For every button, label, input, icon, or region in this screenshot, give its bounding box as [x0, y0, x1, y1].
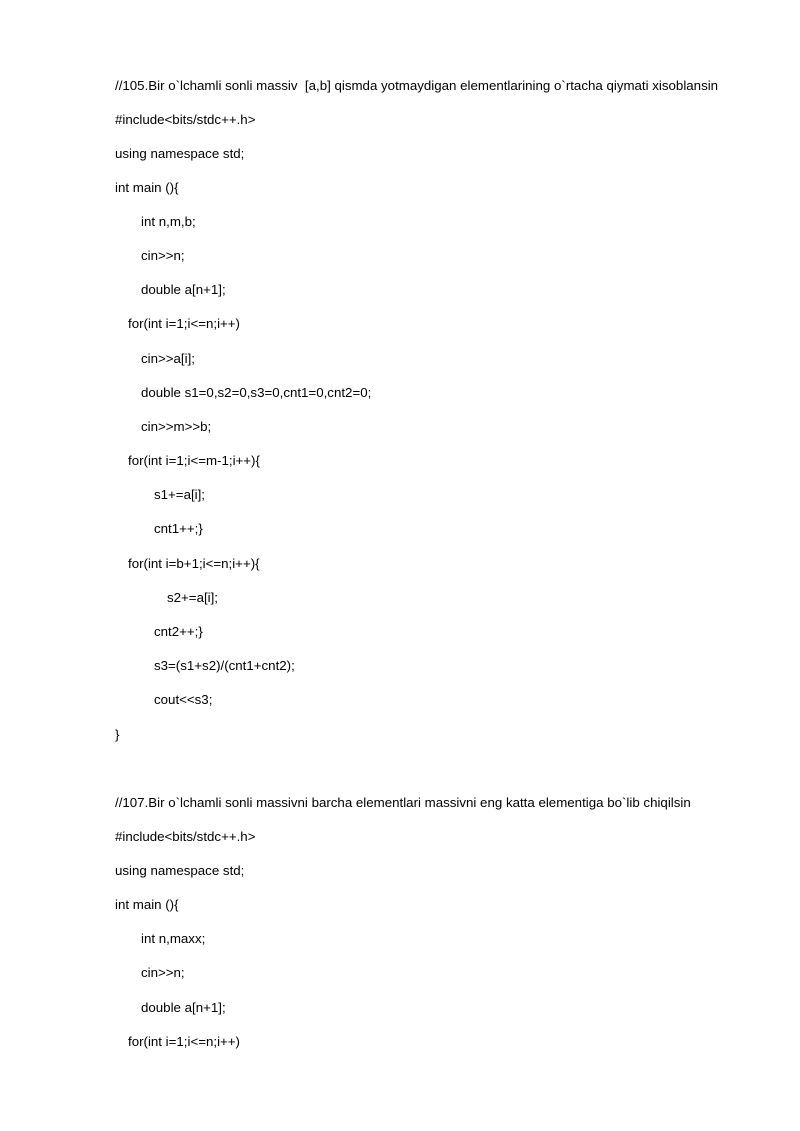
- code-line: cout<<s3;: [154, 692, 213, 707]
- code-line: int main (){: [115, 180, 179, 195]
- code-comment-107: //107.Bir o`lchamli sonli massivni barcha elementlari massivni eng katta elementiga bo`lib chiqilsin: [115, 795, 691, 810]
- code-line: double s1=0,s2=0,s3=0,cnt1=0,cnt2=0;: [141, 385, 372, 400]
- code-line: int n,maxx;: [141, 931, 206, 946]
- code-line: cin>>n;: [141, 965, 185, 980]
- code-line: using namespace std;: [115, 146, 245, 161]
- code-line: cnt1++;}: [154, 521, 203, 536]
- code-line: s2+=a[i];: [167, 590, 219, 605]
- code-line: cin>>a[i];: [141, 351, 195, 366]
- code-line: cin>>m>>b;: [141, 419, 212, 434]
- code-comment-105: //105.Bir o`lchamli sonli massiv [a,b] qismda yotmaydigan elementlarining o`rtacha qiymati xisoblansin: [115, 78, 719, 93]
- code-line: using namespace std;: [115, 863, 245, 878]
- code-line: s3=(s1+s2)/(cnt1+cnt2);: [154, 658, 295, 673]
- code-line: int n,m,b;: [141, 214, 196, 229]
- code-line: double a[n+1];: [141, 282, 226, 297]
- code-line: #include<bits/stdc++.h>: [115, 829, 256, 844]
- code-line: #include<bits/stdc++.h>: [115, 112, 256, 127]
- code-line: for(int i=b+1;i<=n;i++){: [128, 556, 260, 571]
- code-line: cnt2++;}: [154, 624, 203, 639]
- code-line: int main (){: [115, 897, 179, 912]
- code-line: double a[n+1];: [141, 1000, 226, 1015]
- code-line: cin>>n;: [141, 248, 185, 263]
- code-line: s1+=a[i];: [154, 487, 206, 502]
- code-line: for(int i=1;i<=n;i++): [128, 1034, 240, 1049]
- code-line: for(int i=1;i<=n;i++): [128, 316, 240, 331]
- code-line: for(int i=1;i<=m-1;i++){: [128, 453, 260, 468]
- code-line: }: [115, 727, 120, 742]
